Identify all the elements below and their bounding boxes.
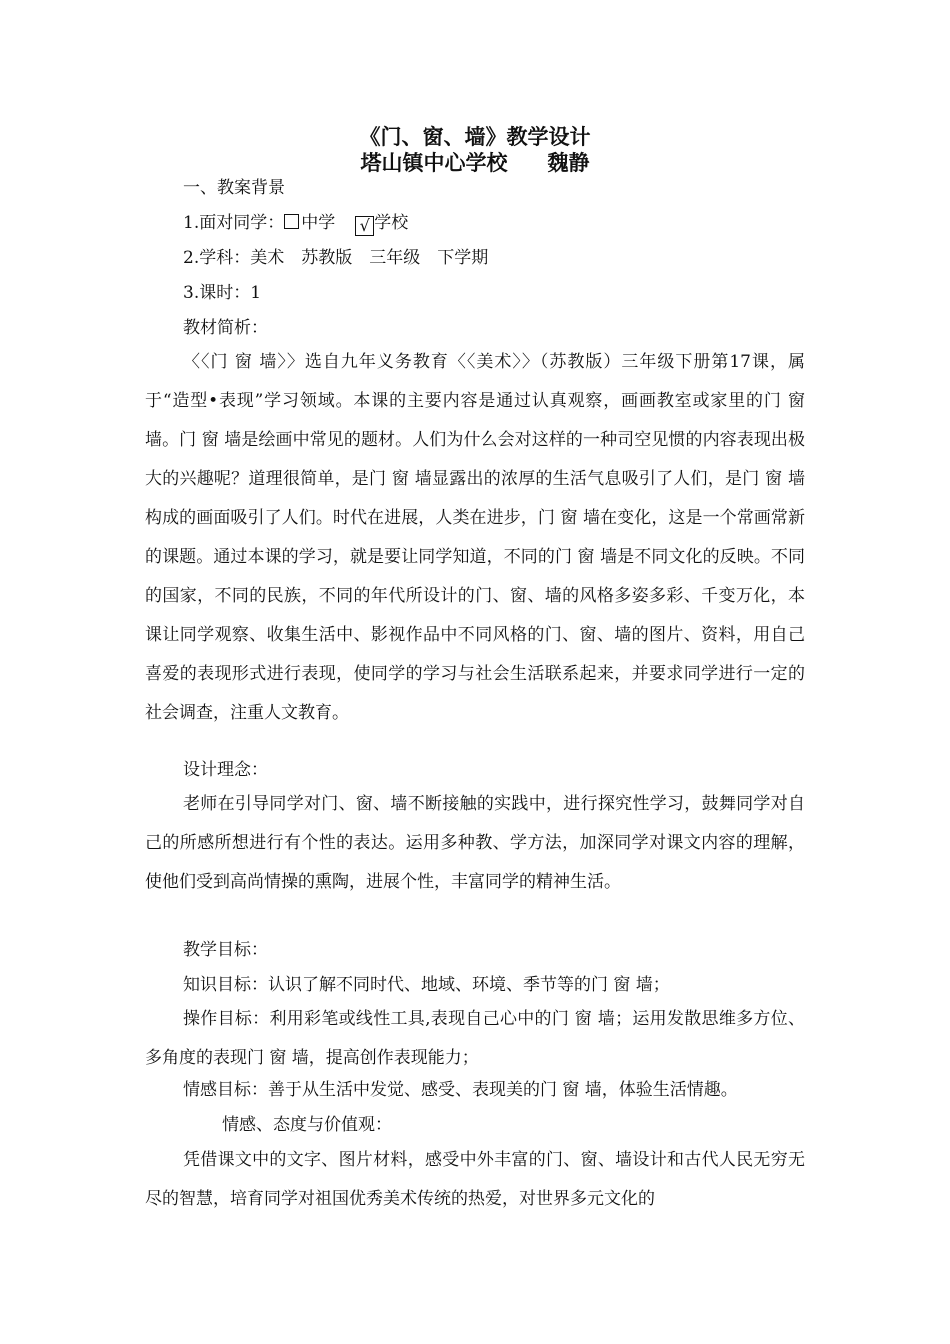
checked-box-icon: √ <box>355 216 374 236</box>
school-name: 塔山镇中心学校 <box>360 151 508 175</box>
author-name: 魏静 <box>547 151 590 175</box>
goals-heading: 教学目标： <box>183 940 268 960</box>
option-middle-school: 中学 <box>301 213 336 233</box>
analysis-paragraph: 〈〈门 窗 墙〉〉选自九年义务教育〈〈美术〉〉（苏教版）三年级下册第17课，属于“造型•表现”学习领域。本课的主要内容是通过认真观察，画画教室或家里的门 窗 墙。门 窗 墙是绘画中常见的题材。人们为什么会对这样的一种司空见惯的内容表现出极大的兴趣呢？道理很简单，是门 窗 墙显露出的浓厚的生活气息吸引了人们，是门 窗 墙构成的画面吸引了人们。时代在进展，人类在进步，门 窗 墙在变化，这是一个常画常新的课题。通过本课的学习，就是要让同学知道，不同的门 窗 墙是不同文化的反映。不同的国家，不同的民族，不同的年代所设计的门、窗、墙的风格多姿多彩、千变万化，本课让同学观察、收集生活中、影视作品中不同风格的门、窗、墙的图片、资料，用自己喜爱的表现形式进行表现，使同学的学习与社会生活联系起来，并要求同学进行一定的社会调查，注重人文教育。 <box>145 352 805 723</box>
document-title: 《门、窗、墙》教学设计 <box>359 125 591 149</box>
values-paragraph: 凭借课文中的文字、图片材料，感受中外丰富的门、窗、墙设计和古代人民无穷无尽的智慧，培育同学对祖国优秀美术传统的热爱，对世界多元文化的 <box>145 1150 805 1209</box>
option-school: 学校 <box>374 213 409 233</box>
section-background-heading: 一、教案背景 <box>183 178 285 198</box>
document-subtitle <box>0 150 950 176</box>
analysis-heading: 教材简析： <box>183 318 268 338</box>
goal-knowledge: 知识目标：认识了解不同时代、地域、环境、季节等的门 窗 墙； <box>183 975 670 995</box>
audience-label: 1.面对同学： <box>183 213 285 233</box>
design-heading: 设计理念： <box>183 760 268 780</box>
values-heading: 情感、态度与价值观： <box>222 1115 392 1135</box>
unchecked-box-icon <box>284 214 299 229</box>
lesson-hours-line: 3.课时：1 <box>183 283 262 303</box>
design-paragraph: 老师在引导同学对门、窗、墙不断接触的实践中，进行探究性学习，鼓舞同学对自己的所感所想进行有个性的表达。运用多种教、学方法，加深同学对课文内容的理解，使他们受到高尚情操的熏陶，进展个性，丰富同学的精神生活。 <box>145 794 805 892</box>
subject-line: 2.学科：美术 苏教版 三年级 下学期 <box>183 248 489 268</box>
audience-line <box>183 211 408 236</box>
goal-operation: 操作目标：利用彩笔或线性工具,表现自己心中的门 窗 墙；运用发散思维多方位、多角度的表现门 窗 墙，提高创作表现能力； <box>145 1009 805 1068</box>
goal-emotion: 情感目标：善于从生活中发觉、感受、表现美的门 窗 墙，体验生活情趣。 <box>183 1080 738 1100</box>
